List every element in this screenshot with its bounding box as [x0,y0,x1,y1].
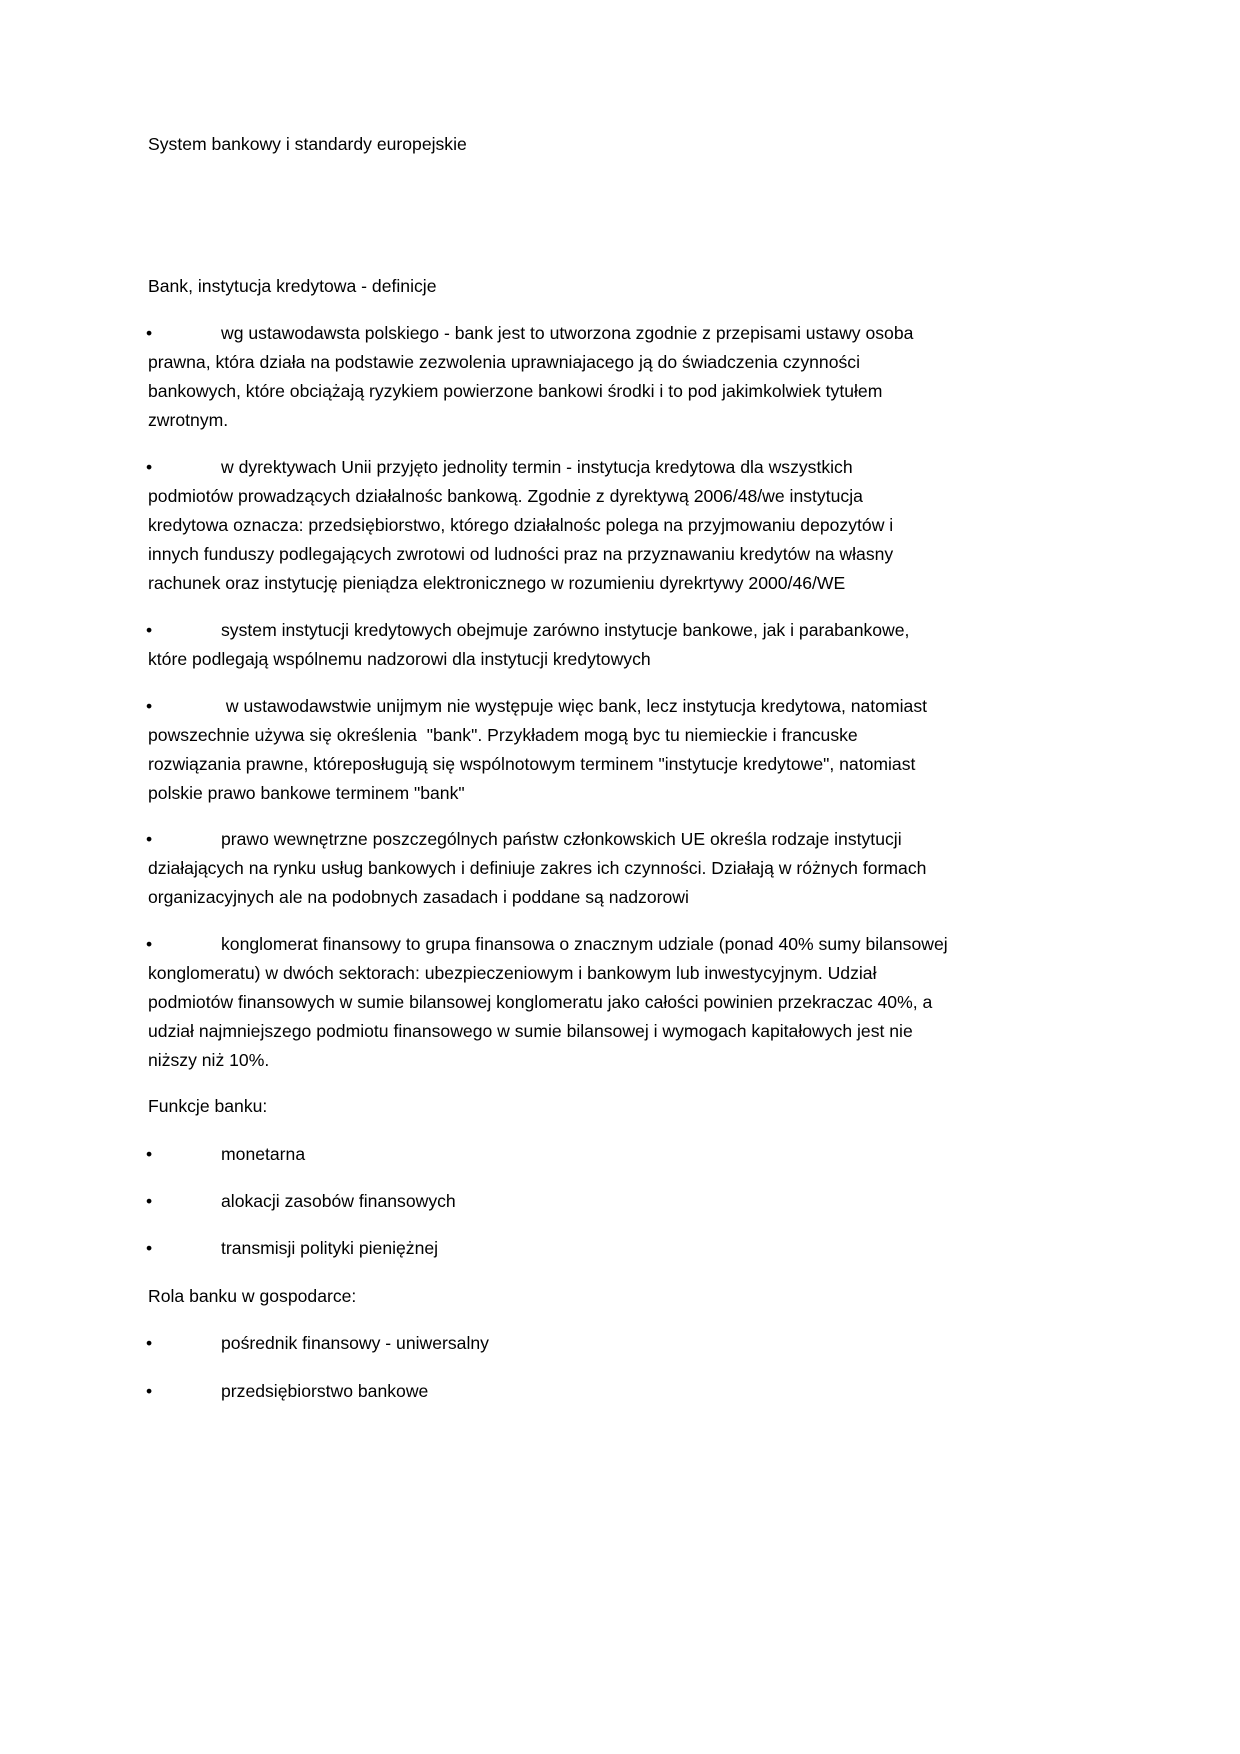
text-line: działających na rynku usług bankowych i definiuje zakres ich czynności. Działają w różnych formach [148,858,927,878]
bullet-item [148,692,1108,808]
text-line: podmiotów prowadzących działalnośc bankową. Zgodnie z dyrektywą 2006/48/we instytucja [148,486,863,506]
bullet-icon: • [146,829,153,849]
bullet-icon: • [146,696,153,716]
bullet-item [148,319,1108,435]
text-line: monetarna [221,1144,306,1164]
text-line: udział najmniejszego podmiotu finansowego w sumie bilansowej i wymogach kapitałowych jest nie [148,1021,913,1041]
document-title [148,130,1108,159]
section-heading [148,1092,1108,1121]
text-line: prawo wewnętrzne poszczególnych państw członkowskich UE określa rodzaje instytucji [221,829,902,849]
text-line: organizacyjnych ale na podobnych zasadach i poddane są nadzorowi [148,887,689,907]
text-line: innych funduszy podlegających zwrotowi od ludności praz na przyznawaniu kredytów na własny [148,544,894,564]
bullet-icon: • [146,1144,153,1164]
title-text: System bankowy i standardy europejskie [148,134,467,154]
bullet-icon: • [146,323,153,343]
text-line: w ustawodawstwie unijmym nie występuje więc bank, lecz instytucja kredytowa, natomiast [221,696,928,716]
bullet-icon: • [146,620,153,640]
bullet-icon: • [146,1381,153,1401]
section-heading [148,272,1108,301]
text-line: alokacji zasobów finansowych [221,1191,456,1211]
text-line: transmisji polityki pieniężnej [221,1238,439,1258]
text-line: powszechnie używa się określenia "bank". Przykładem mogą byc tu niemieckie i francuske [148,725,858,745]
text-line: które podlegają wspólnemu nadzorowi dla instytucji kredytowych [148,649,651,669]
text-line: podmiotów finansowych w sumie bilansowej konglomeratu jako całości powinien przekraczac 40%, a [148,992,933,1012]
bullet-icon: • [146,1238,153,1258]
text-line: kredytowa oznacza: przedsiębiorstwo, którego działalnośc polega na przyjmowaniu depozytów i [148,515,894,535]
text-line: rachunek oraz instytucję pieniądza elektronicznego w rozumieniu dyrekrtywy 2000/46/WE [148,573,846,593]
bullet-item [148,453,1108,598]
bullet-item [148,930,1108,1075]
bullet-item [148,1140,1108,1169]
section-heading [148,1282,1108,1311]
bullet-item [148,1187,1108,1216]
text-line: konglomeratu) w dwóch sektorach: ubezpieczeniowym i bankowym lub inwestycyjnym. Udział [148,963,877,983]
bullet-item [148,1377,1108,1406]
bullet-item [148,616,1108,674]
text-line: pośrednik finansowy - uniwersalny [221,1333,489,1353]
heading-text: Funkcje banku: [148,1096,268,1116]
text-line: niższy niż 10%. [148,1050,270,1070]
heading-text: Bank, instytucja kredytowa - definicje [148,276,437,296]
bullet-item [148,1329,1108,1358]
text-line: wg ustawodawsta polskiego - bank jest to utworzona zgodnie z przepisami ustawy osoba [221,323,914,343]
bullet-icon: • [146,1191,153,1211]
heading-text: Rola banku w gospodarce: [148,1286,357,1306]
bullet-item [148,1234,1108,1263]
text-line: rozwiązania prawne, któreposługują się wspólnotowym terminem "instytucje kredytowe", natomiast [148,754,916,774]
bullet-icon: • [146,934,153,954]
text-line: konglomerat finansowy to grupa finansowa o znacznym udziale (ponad 40% sumy bilansowej [221,934,948,954]
text-line: bankowych, które obciążają ryzykiem powierzone bankowi środki i to pod jakimkolwiek tytułem [148,381,883,401]
text-line: w dyrektywach Unii przyjęto jednolity termin - instytucja kredytowa dla wszystkich [221,457,853,477]
text-line: prawna, która działa na podstawie zezwolenia uprawniajacego ją do świadczenia czynności [148,352,860,372]
bullet-icon: • [146,457,153,477]
bullet-item [148,825,1108,912]
text-line: system instytucji kredytowych obejmuje zarówno instytucje bankowe, jak i parabankowe, [221,620,910,640]
text-line: polskie prawo bankowe terminem "bank" [148,783,465,803]
text-line: zwrotnym. [148,410,229,430]
bullet-icon: • [146,1333,153,1353]
text-line: przedsiębiorstwo bankowe [221,1381,429,1401]
